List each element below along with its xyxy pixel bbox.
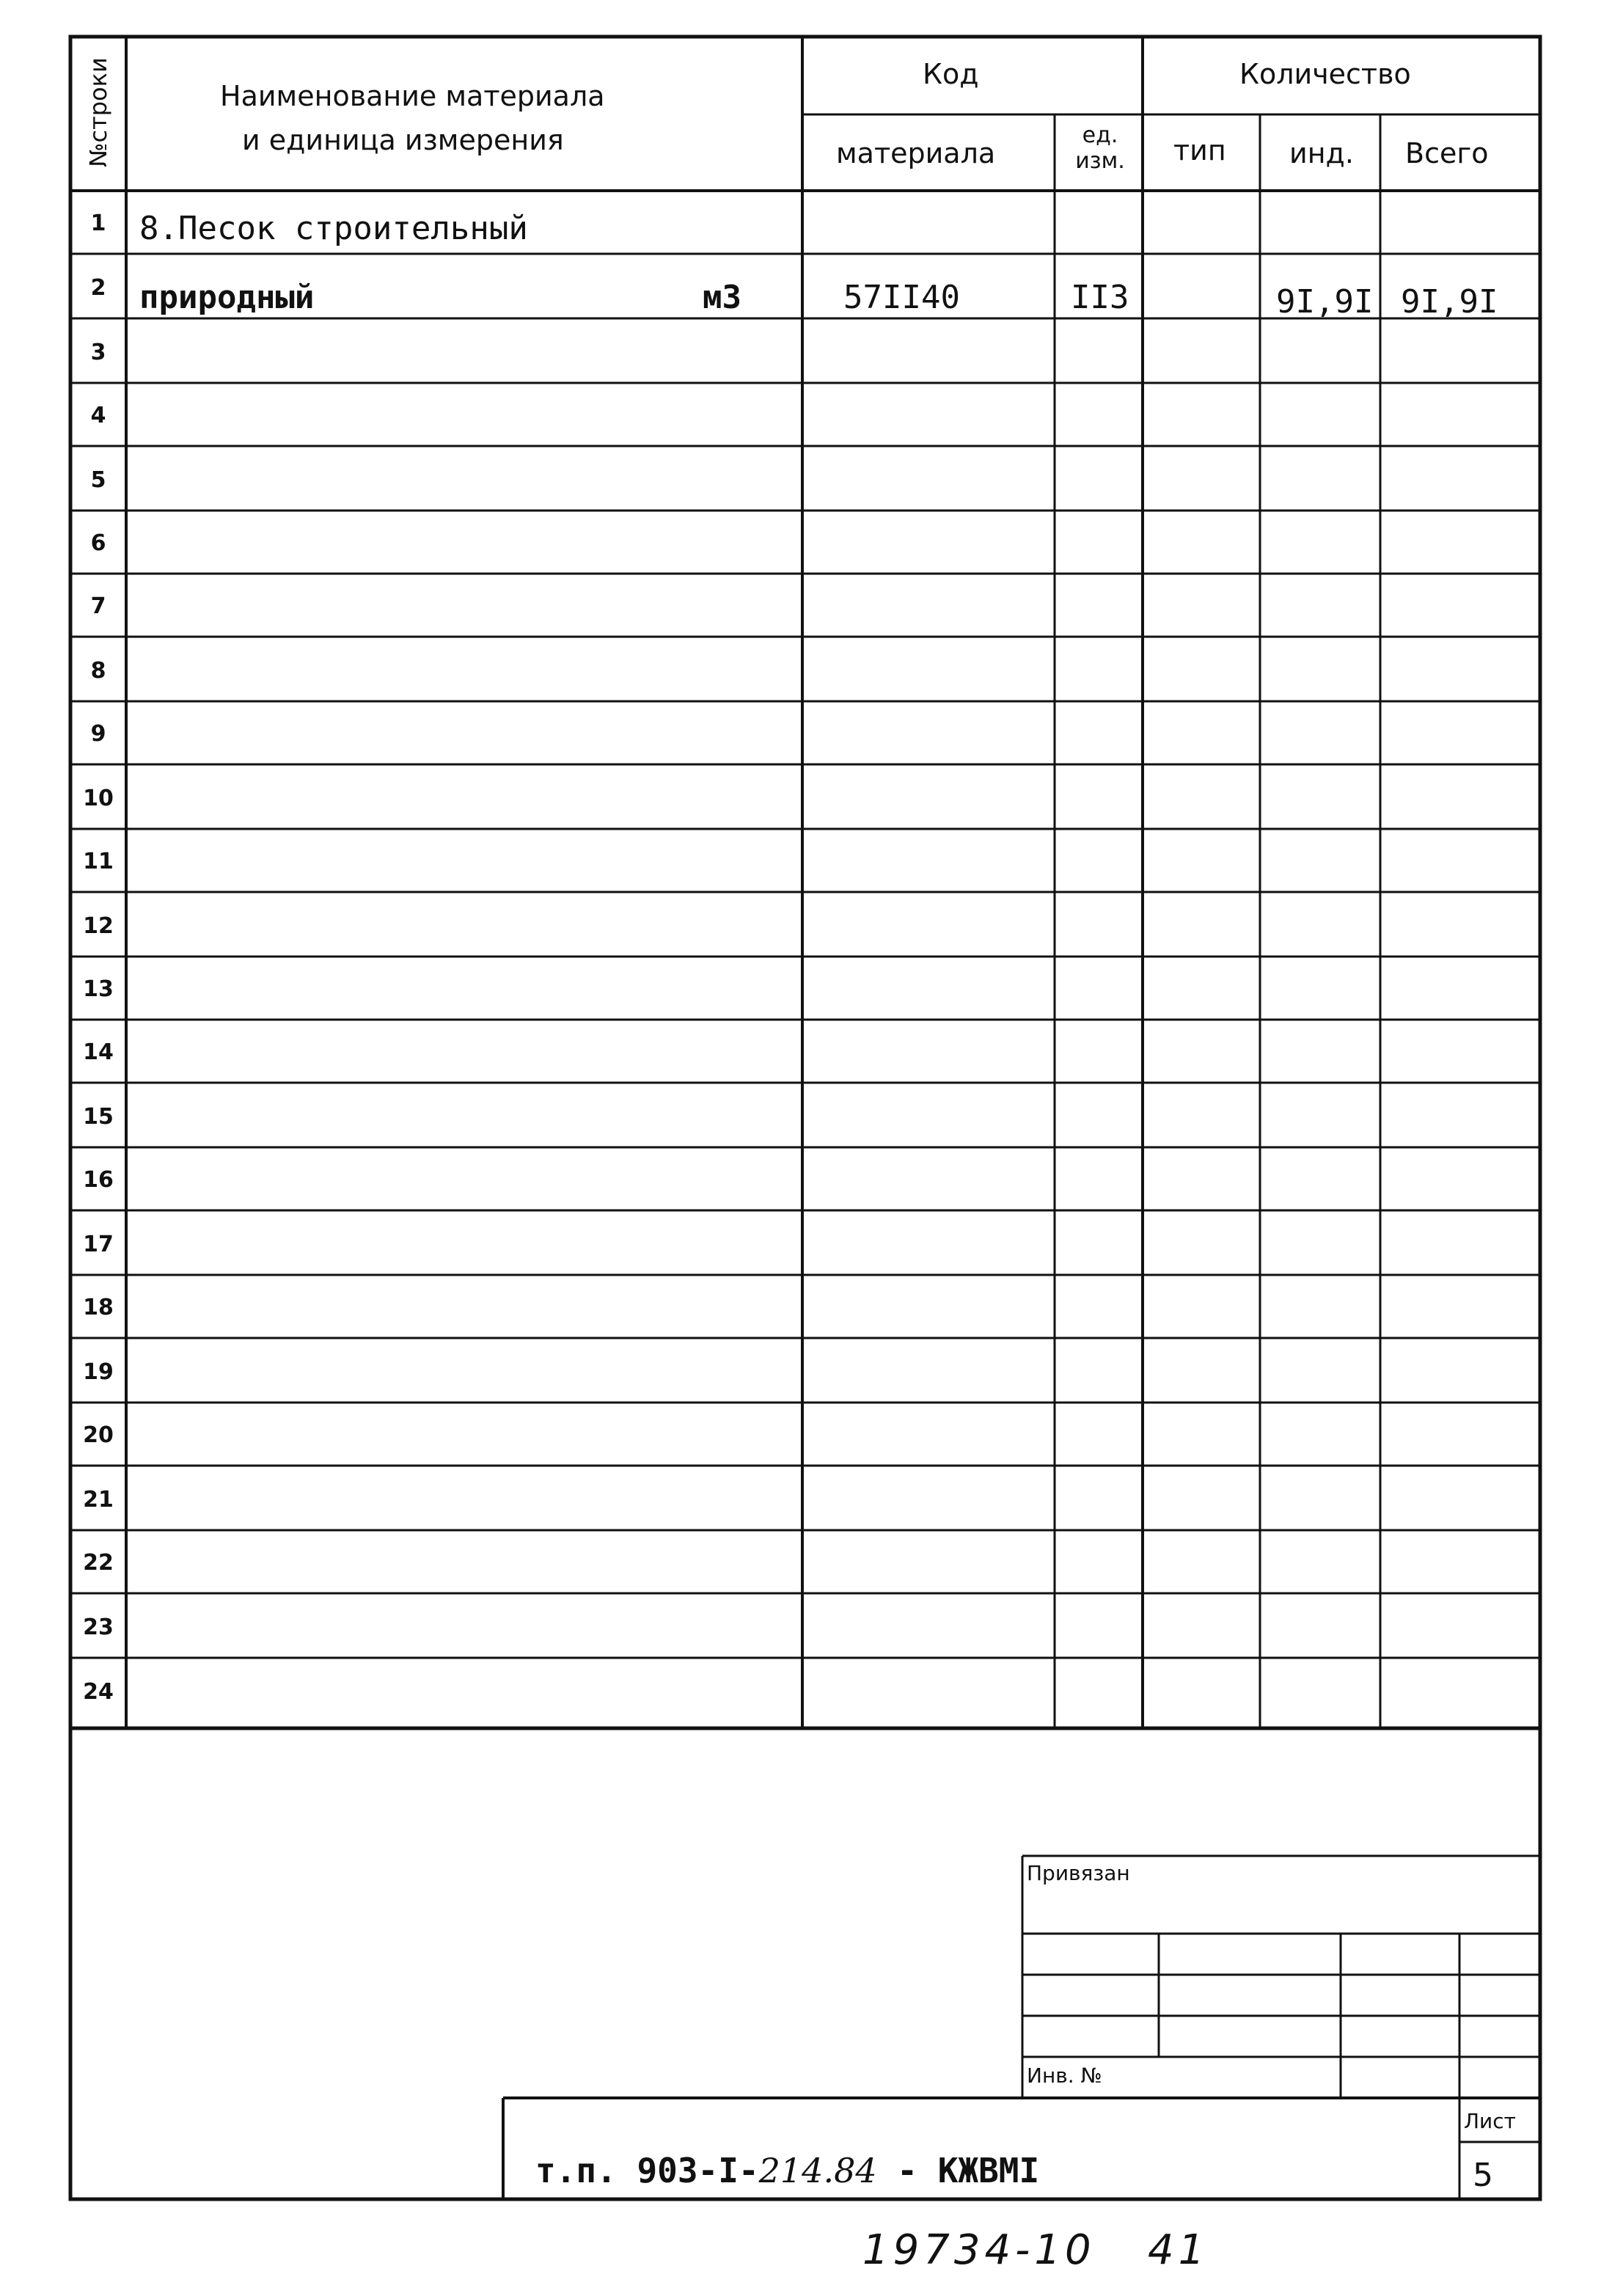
- code-material-header: материала: [836, 137, 996, 169]
- row-number: 9: [90, 721, 106, 747]
- row-number: 20: [83, 1422, 114, 1448]
- row-number: 1: [90, 211, 106, 236]
- sheet-number: 5: [1473, 2157, 1493, 2194]
- row-number: 21: [83, 1487, 114, 1513]
- sheet-label: Лист: [1464, 2109, 1516, 2133]
- qty-ind: 9I,9I: [1276, 283, 1374, 321]
- name-header-line1: Наименование материала: [220, 80, 605, 112]
- row-number: 4: [90, 403, 106, 428]
- row-number: 15: [83, 1104, 114, 1130]
- qty-total-header: Всего: [1405, 137, 1489, 169]
- row-number: 23: [83, 1615, 114, 1640]
- material-name: 8.Песок строительный: [139, 210, 528, 247]
- quantity-header: Количество: [1239, 58, 1411, 90]
- unit-code: II3: [1071, 279, 1129, 316]
- row-number-header: №строки: [84, 57, 112, 167]
- row-number: 5: [90, 467, 106, 493]
- row-number: 14: [83, 1039, 114, 1065]
- row-number: 7: [90, 593, 106, 619]
- code-header: Код: [923, 58, 979, 90]
- document-code-suffix: - КЖВМI: [876, 2151, 1040, 2190]
- row-number: 8: [90, 658, 106, 684]
- row-number: 6: [90, 530, 106, 556]
- material-unit: м3: [703, 279, 741, 316]
- row-number: 16: [83, 1167, 114, 1193]
- qty-total: 9I,9I: [1401, 283, 1498, 321]
- material-name: природный: [139, 279, 315, 316]
- row-number: 11: [83, 849, 114, 874]
- archive-number: 19734-10 41: [862, 2226, 1209, 2274]
- row-number: 19: [83, 1359, 114, 1385]
- material-code: 57II40: [843, 279, 960, 316]
- row-number: 12: [83, 913, 114, 939]
- qty-type-header: тип: [1173, 134, 1226, 167]
- row-number: 13: [83, 976, 114, 1002]
- linked-label: Привязан: [1027, 1861, 1130, 1885]
- row-number: 2: [90, 275, 106, 301]
- document-code: [535, 2151, 1040, 2190]
- document-code-prefix: т.п. 903-I-: [535, 2151, 759, 2190]
- inventory-number-label: Инв. №: [1027, 2063, 1102, 2088]
- row-number: 22: [83, 1550, 114, 1576]
- row-number: 3: [90, 340, 106, 365]
- row-number: 24: [83, 1679, 114, 1705]
- qty-ind-header: инд.: [1289, 137, 1354, 169]
- row-number: 18: [83, 1295, 114, 1320]
- row-number: 17: [83, 1232, 114, 1257]
- name-header-line2: и единица измерения: [242, 124, 564, 156]
- document-code-handwritten: 214.84: [758, 2151, 877, 2190]
- row-number: 10: [83, 786, 114, 811]
- code-unit-header: ед. изм.: [1075, 123, 1125, 174]
